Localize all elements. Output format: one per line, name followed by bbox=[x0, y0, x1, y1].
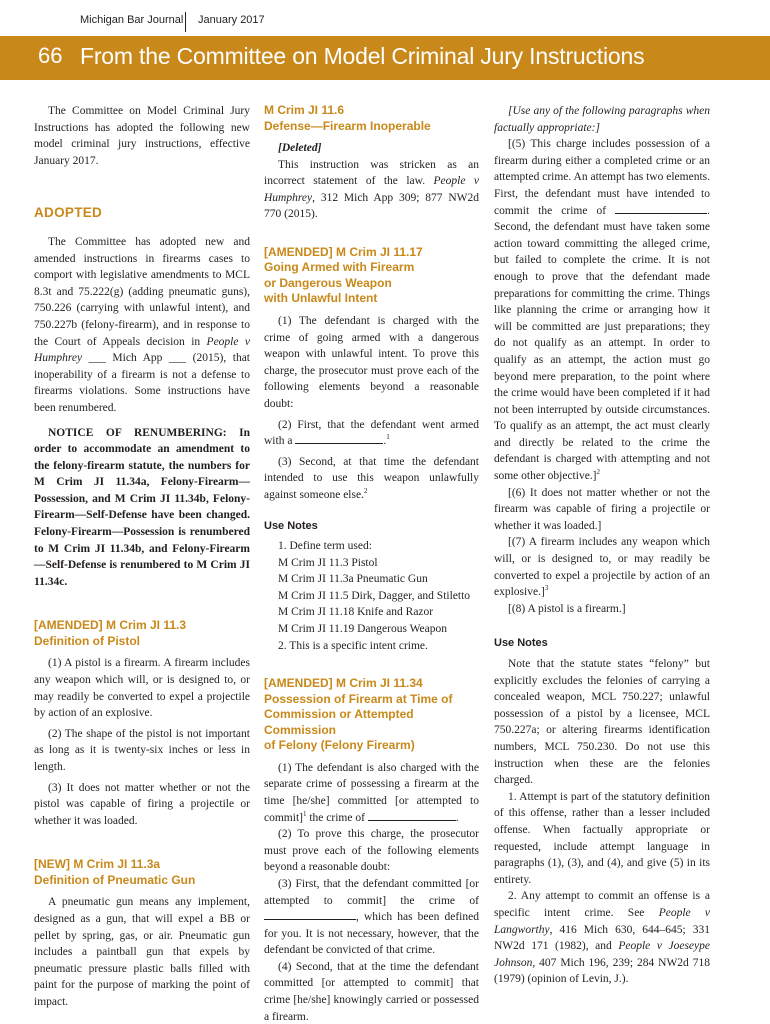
fill-in-blank bbox=[295, 434, 383, 444]
use-note-list-item: M Crim JI 11.5 Dirk, Dagger, and Stiletto bbox=[278, 589, 471, 602]
column-3 bbox=[494, 103, 710, 988]
para-7: [(7) A firearm includes any weapon which will, or is designed to, or may readily be converted to expel a projectile by action of an explosive.]$^3$ bbox=[494, 536, 710, 599]
ji-11-17-para-2: (2) First, that the defendant went armed with a .$^1$ bbox=[264, 418, 479, 448]
case-citation: People v Humphrey bbox=[34, 335, 250, 365]
ji-11-34-para-3: (3) First, that the defendant committed [or attempted to commit] the crime of , which has been defined for you. It is not necessary, however, that the defendant be convicted of that crime. bbox=[264, 877, 479, 957]
adopted-paragraph: The Committee has adopted new and amended instructions in firearms cases to comport with legislative amendments to MCL 8.3t and 75.222(g) (adding pneumatic guns), 750.226 (carrying with unlawful intent), and 750.227b (felony-firearm), and in response to the Court of Appeals decision in People v Humphrey ___ Mich App ___ (2015), that inoperability of a firearm is not a defense to firearms violations. Some instructions have been renumbered. bbox=[34, 235, 250, 414]
ji-11-3a-heading: [NEW] M Crim JI 11.3a Definition of Pneumatic Gun bbox=[34, 857, 196, 887]
column-2 bbox=[264, 103, 479, 1024]
fill-in-blank bbox=[615, 204, 707, 214]
use-any-instruction: [Use any of the following paragraphs when factually appropriate:] bbox=[494, 105, 710, 134]
fill-in-blank bbox=[264, 910, 356, 920]
journal-name: Michigan Bar Journal bbox=[80, 14, 184, 26]
intro-paragraph: The Committee on Model Criminal Jury Instructions has adopted the following new model criminal jury instructions, effective January 2017. bbox=[34, 105, 250, 167]
ji-11-34-para-1: (1) The defendant is also charged with the separate crime of possessing a firearm at the time [he/she] committed [or attempted to commit]$^1$ the crime of . bbox=[264, 761, 479, 824]
use-note-2: 2. This is a specific intent crime. bbox=[278, 639, 428, 652]
use-note-list-item: M Crim JI 11.3a Pneumatic Gun bbox=[278, 573, 428, 586]
ji-11-17-para-3: (3) Second, at that time the defendant intended to use this weapon unlawfully against someone else.$^2$ bbox=[264, 455, 479, 501]
ji-11-6-heading: M Crim JI 11.6 Defense—Firearm Inoperable bbox=[264, 103, 431, 133]
ji-11-3-heading: [AMENDED] M Crim JI 11.3 Definition of Pistol bbox=[34, 618, 187, 648]
para-5: [(5) This charge includes possession of a firearm during either a completed crime or an attempted crime. An attempt has two elements. First, the defendant must have intended to commit the crime of . Second, the defendant must have taken some action toward committing the alleged crime, but failed to complete the crime. It is not enough to prove that the defendant made preparations for committing the crime. Things like planning the crime or arranging how it will be committed are just preparations; they do not qualify as an attempt. In order to qualify as an attempt, the action must go beyond mere preparation, to the point where the crime would have been completed if it had not been interrupted by outside circumstances. To qualify as an attempt, the act must clearly and directly be related to the crime the defendant is charged with attempting and not some other objective.]$^2$ bbox=[494, 138, 710, 483]
use-note-list-item: M Crim JI 11.18 Knife and Razor bbox=[278, 606, 434, 619]
use-notes-heading: Use Notes bbox=[264, 519, 318, 532]
ji-11-3-para-3: (3) It does not matter whether or not the pistol was capable of firing a projectile or whether it was loaded. bbox=[34, 781, 250, 827]
ji-11-3-para-2: (2) The shape of the pistol is not important as long as it is twenty-six inches or less in length. bbox=[34, 727, 250, 773]
use-note-1: 1. Attempt is part of the statutory definition of this offense, rather than a lesser included offense. When factually appropriate or requested, include attempt language in paragraphs (1), (3), and (4), and give (5) in its entirety. bbox=[494, 790, 710, 886]
running-head-divider bbox=[185, 12, 186, 32]
fill-in-blank bbox=[368, 811, 456, 821]
use-note-list-item: M Crim JI 11.3 Pistol bbox=[278, 556, 378, 569]
column-1 bbox=[34, 103, 250, 1011]
para-6: [(6) It does not matter whether or not the firearm was capable of firing a projectile or whether it was loaded.] bbox=[494, 486, 710, 532]
ji-11-34-heading: [AMENDED] M Crim JI 11.34 Possession of Firearm at Time of Commission or Attempted Commission of Felony (Felony Firearm) bbox=[264, 676, 453, 753]
use-notes-heading: Use Notes bbox=[494, 637, 548, 650]
adopted-heading: ADOPTED bbox=[34, 205, 103, 221]
page-number: 66 bbox=[38, 43, 63, 68]
use-note-paragraph: Note that the statute states “felony” but explicitly excludes the felonies of carrying a concealed weapon, MCL 750.227; unlawful possession of a pistol by a licensee, MCL 750.227a; or altering firearms identification numbers, MCL 750.230. Do not use this instruction when these are the felonies charged. bbox=[494, 658, 710, 787]
ji-11-17-heading: [AMENDED] M Crim JI 11.17 Going Armed with Firearm or Dangerous Weapon with Unlawful Intent bbox=[264, 244, 423, 306]
ji-11-34-para-4: (4) Second, that at the time the defendant committed [or attempted to commit] that crime [he/she] knowingly carried or possessed a firearm. bbox=[264, 960, 479, 1023]
deleted-label: [Deleted] bbox=[278, 142, 322, 154]
renumbering-notice: NOTICE OF RENUMBERING: In order to accommodate an amendment to the felony-firearm statute, the numbers for M Crim JI 11.34a, Felony-Firearm—Possession, and M Crim JI 11.34b, Felony-Firearm—Self-Defense have been changed. Felony-Firearm—Possession is renumbered to M Crim JI 11.34b, and Felony-Firearm—Self-Defense is renumbered to M Crim JI 11.34c. bbox=[34, 426, 250, 588]
ji-11-6-para: This instruction was stricken as an incorrect statement of the law. People v Humphrey, 312 Mich App 309; 877 NW2d 770 (2015). bbox=[264, 158, 479, 221]
section-title: From the Committee on Model Criminal Jury Instructions bbox=[80, 43, 645, 69]
para-8: [(8) A pistol is a firearm.] bbox=[508, 602, 626, 615]
use-note-2: 2. Any attempt to commit an offense is a specific intent crime. See People v Langworthy, 416 Mich 630, 644–645; 331 NW2d 171 (1982), and People v Joeseype Johnson, 407 Mich 196, 239; 284 NW2d 718 (1979) (opinion of Levin, J.). bbox=[494, 890, 710, 986]
ji-11-34-para-2: (2) To prove this charge, the prosecutor must prove each of the following elements beyond a reasonable doubt: bbox=[264, 828, 479, 874]
ji-11-17-para-1: (1) The defendant is charged with the crime of going armed with a dangerous weapon with unlawful intent. To prove this charge, the prosecutor must prove each of the following elements beyond a reasonable doubt: bbox=[264, 314, 479, 410]
issue-date: January 2017 bbox=[198, 14, 265, 26]
use-note-list-item: M Crim JI 11.19 Dangerous Weapon bbox=[278, 623, 447, 636]
ji-11-3-para-1: (1) A pistol is a firearm. A firearm includes any weapon which will, or is designed to, or may readily be converted to expel a projectile by action of an explosive. bbox=[34, 657, 250, 720]
ji-11-3a-para: A pneumatic gun means any implement, designed as a gun, that will expel a BB or pellet by spring, gas, or air. Pneumatic gun includes a paintball gun that expels by pneumatic pressure plastic balls filled with paint for the purpose of marking the point of impact. bbox=[34, 896, 250, 1008]
use-note-1: 1. Define term used: bbox=[278, 540, 372, 553]
